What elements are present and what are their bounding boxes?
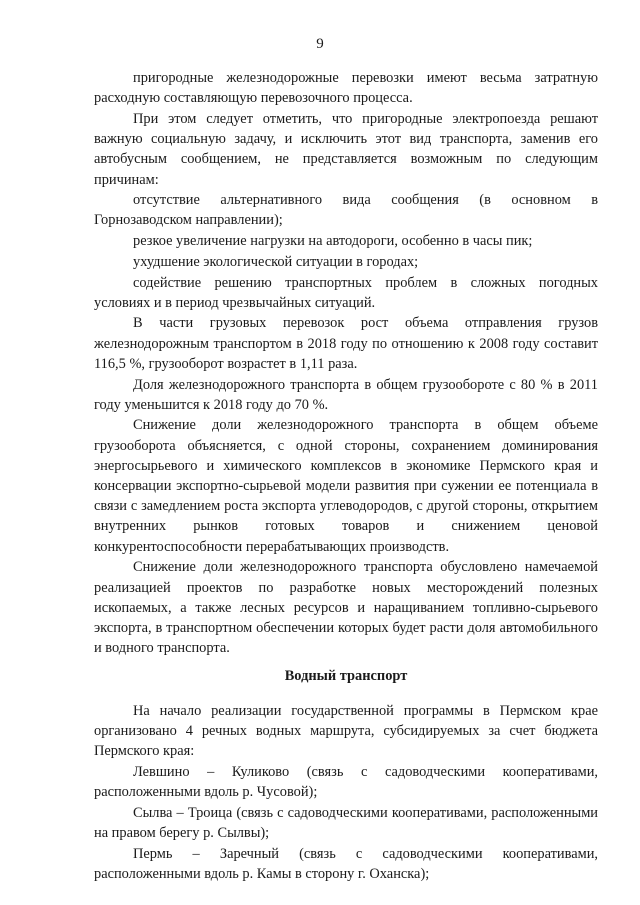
paragraph: Снижение доли железнодорожного транспорта обусловлено намечаемой реализацией проектов по разработке новых месторождений полезных ископаемых, а также лесных ресурсов и наращиванием топливно-сырьевого экспорта, в транспортном обеспечении которых будет расти доля автомобильного и водного транспорта.	[94, 559, 598, 657]
paragraph: При этом следует отметить, что пригородные электропоезда решают важную социальную задачу, и исключить этот вид транспорта, заменив его автобусным сообщением, не представляется возможным по следующим причинам:	[94, 110, 598, 188]
paragraph: На начало реализации государственной программы в Пермском крае организовано 4 речных водных маршрута, субсидируемых за счет бюджета Пермского края:	[94, 702, 598, 759]
list-item: Левшино – Куликово (связь с садоводческими кооперативами, расположенными вдоль р. Чусовой);	[94, 763, 598, 800]
paragraph: В части грузовых перевозок рост объема отправления грузов железнодорожным транспортом в 2018 году по отношению к 2008 году составит 116,5 %, грузооборот возрастет в 1,11 раза.	[94, 315, 598, 372]
page-number: 9	[316, 36, 324, 52]
section-heading: Водный транспорт	[284, 668, 408, 685]
paragraph: пригородные железнодорожные перевозки имеют весьма затратную расходную составляющую перевозочного процесса.	[94, 70, 598, 107]
paragraph: Доля железнодорожного транспорта в общем грузообороте с 80 % в 2011 году уменьшится к 2018 году до 70 %.	[94, 376, 598, 413]
list-item: Сылва – Троица (связь с садоводческими кооперативами, расположенными на правом берегу р. Сылвы);	[94, 804, 598, 841]
list-item: отсутствие альтернативного вида сообщения (в основном в Горнозаводском направлении);	[94, 192, 598, 229]
list-item: Пермь – Заречный (связь с садоводческими кооперативами, расположенными вдоль р. Камы в сторону г. Оханска);	[94, 845, 598, 882]
list-item: резкое увеличение нагрузки на автодороги, особенно в часы пик;	[133, 233, 533, 250]
list-item: ухудшение экологической ситуации в городах;	[133, 253, 419, 270]
document-body	[94, 68, 598, 884]
list-item: содействие решению транспортных проблем в сложных погодных условиях и в период чрезвычайных ситуаций.	[94, 274, 598, 311]
paragraph: Снижение доли железнодорожного транспорта в общем объеме грузооборота объясняется, с одной стороны, сохранением доминирования энергосырьевого и химического комплексов в экономике Пермского края и консервации экспортно-сырьевой модели развития при сужении ее потенциала в связи с замедлением роста экспорта углеводородов, с другой стороны, открытием внутренних рынков готовых товаров и снижением ценовой конкурентоспособности перерабатывающих производств.	[94, 417, 598, 555]
